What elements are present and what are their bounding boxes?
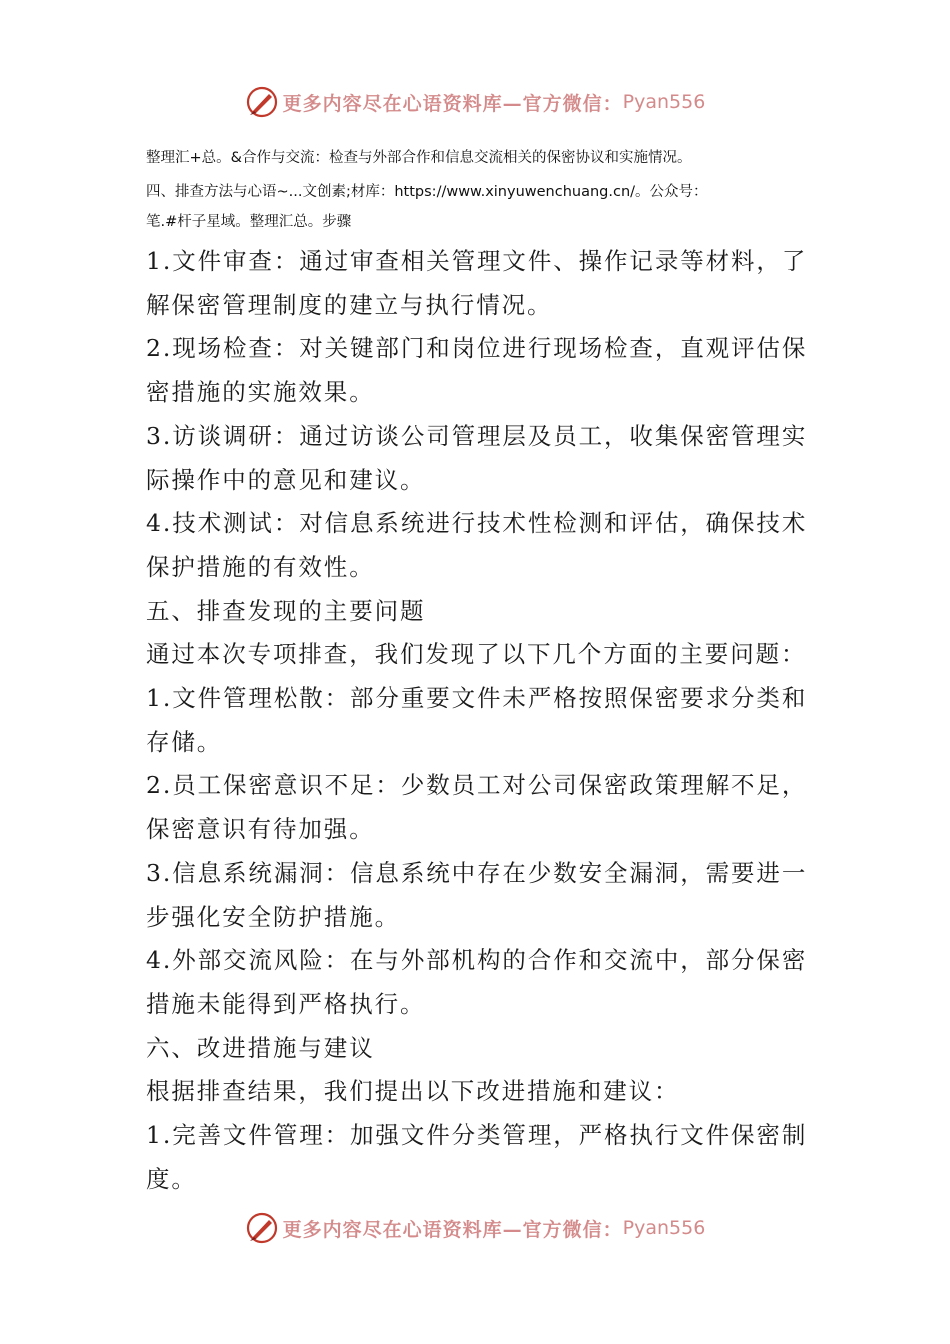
pen-logo-icon xyxy=(245,1211,279,1245)
body-line: 2.现场检查：对关键部门和岗位进行现场检查，直观评估保 xyxy=(146,334,808,363)
body-line: 措施未能得到严格执行。 xyxy=(146,989,426,1018)
banner-text: 更多内容尽在心语资料库—官方微信： xyxy=(282,92,623,115)
banner-handle: Pyan556 xyxy=(622,1217,706,1239)
body-line: 1.文件审查：通过审查相关管理文件、操作记录等材料，了 xyxy=(146,247,808,275)
intro-line-2: 四、排查方法与心语~...文创素;材库：https://www.xinyuwenchuang.cn/。公众号： xyxy=(146,184,708,200)
pen-logo-icon xyxy=(245,85,279,119)
body-line: 度。 xyxy=(146,1164,197,1193)
body-line: 步强化安全防护措施。 xyxy=(146,902,400,931)
intro-line-1: 整理汇+总。&合作与交流：检查与外部合作和信息交流相关的保密协议和实施情况。 xyxy=(146,150,692,166)
body-line: 4.外部交流风险：在与外部机构的合作和交流中，部分保密 xyxy=(146,946,808,975)
document-body xyxy=(146,240,816,1201)
body-line: 保护措施的有效性。 xyxy=(146,552,375,581)
body-line: 根据排查结果，我们提出以下改进措施和建议： xyxy=(146,1077,680,1106)
footer-banner xyxy=(0,1208,950,1248)
body-line: 3.信息系统漏洞：信息系统中存在少数安全漏洞，需要进一 xyxy=(146,858,808,887)
body-line: 1.文件管理松散：部分重要文件未严格按照保密要求分类和 xyxy=(146,684,808,713)
banner-text: 更多内容尽在心语资料库—官方微信： xyxy=(282,1218,623,1241)
body-line: 通过本次专项排查，我们发现了以下几个方面的主要问题： xyxy=(146,640,807,669)
body-line: 4.技术测试：对信息系统进行技术性检测和评估，确保技术 xyxy=(146,509,808,538)
body-line: 2.员工保密意识不足：少数员工对公司保密政策理解不足， xyxy=(146,771,808,800)
body-line: 3.访谈调研：通过访谈公司管理层及员工，收集保密管理实 xyxy=(146,421,808,450)
body-line: 存储。 xyxy=(146,727,223,756)
section-heading: 六、改进措施与建议 xyxy=(146,1033,375,1062)
intro-line-3: 笔.#杆子星域。整理汇总。步骤 xyxy=(146,214,352,230)
body-line: 解保密管理制度的建立与执行情况。 xyxy=(146,290,553,319)
section-heading: 五、排查发现的主要问题 xyxy=(146,596,426,625)
body-line: 密措施的实施效果。 xyxy=(146,378,375,407)
header-banner xyxy=(0,82,950,122)
body-line: 际操作中的意见和建议。 xyxy=(146,465,426,494)
body-line: 保密意识有待加强。 xyxy=(146,815,375,844)
banner-handle: Pyan556 xyxy=(622,91,706,113)
body-line: 1.完善文件管理：加强文件分类管理，严格执行文件保密制 xyxy=(146,1121,808,1150)
